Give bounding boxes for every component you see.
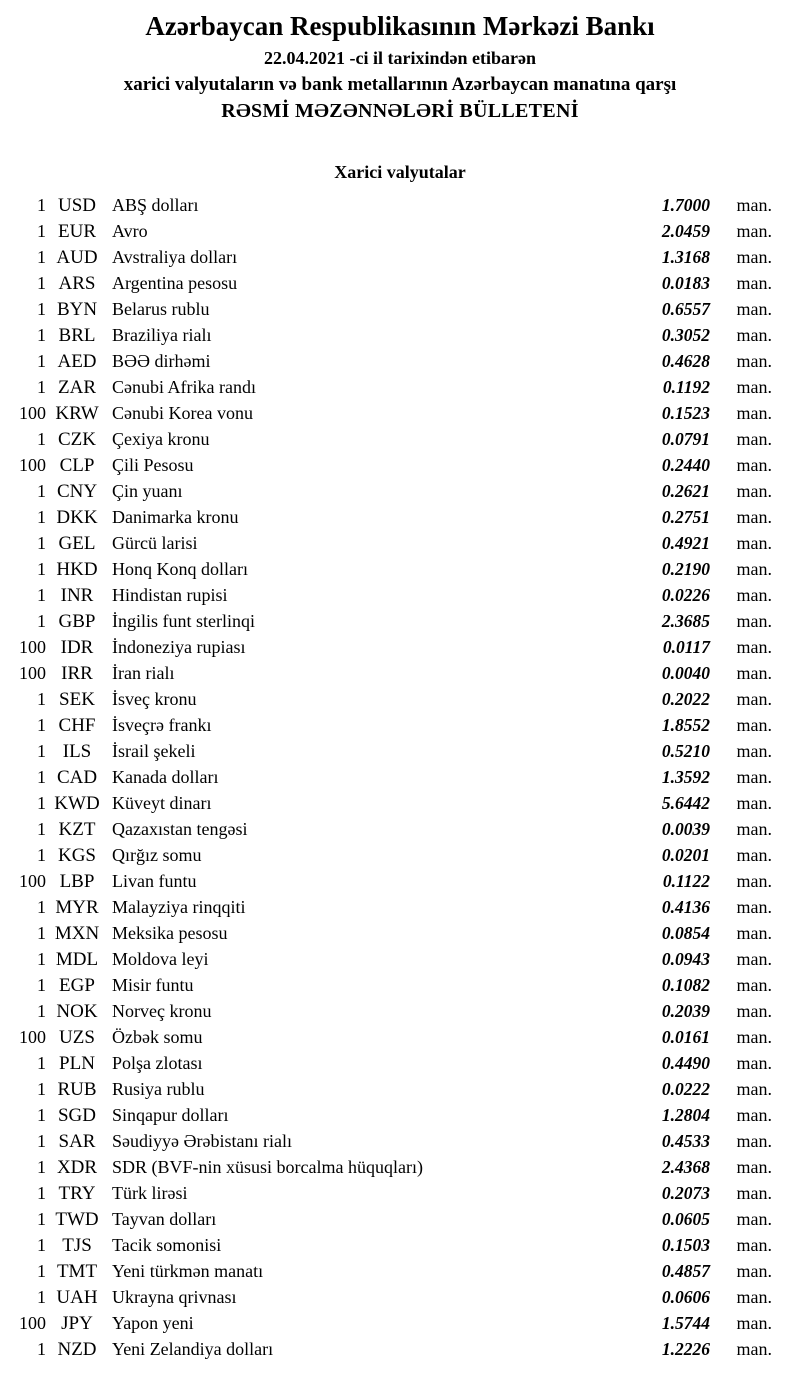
quantity-cell: 1	[37, 1001, 46, 1021]
rate-value-cell: 2.3685	[661, 611, 710, 631]
currency-name-cell: Avstraliya dolları	[112, 247, 238, 267]
currency-name-cell: İndoneziya rupiası	[112, 637, 246, 657]
manat-unit-cell: man.	[736, 247, 772, 267]
currency-name-cell: İngilis funt sterlinqi	[112, 611, 255, 631]
currency-code-cell: PLN	[59, 1053, 95, 1074]
currency-code-cell: SGD	[57, 1105, 96, 1126]
currency-code-cell: IDR	[60, 637, 94, 658]
quantity-cell: 1	[37, 923, 46, 943]
manat-unit-cell: man.	[736, 533, 772, 553]
currency-row	[0, 322, 800, 348]
currency-row	[0, 1102, 800, 1128]
manat-unit-cell: man.	[736, 1001, 772, 1021]
quantity-cell: 1	[37, 585, 46, 605]
currency-code-cell: BRL	[58, 325, 96, 346]
bulletin-title: RƏSMİ MƏZƏNNƏLƏRİ BÜLLETENİ	[221, 100, 579, 122]
rate-value-cell: 0.4628	[661, 351, 710, 371]
manat-unit-cell: man.	[736, 585, 772, 605]
rate-value-cell: 0.6557	[661, 299, 710, 319]
quantity-cell: 1	[37, 767, 46, 787]
rate-value-cell: 0.0161	[661, 1027, 710, 1047]
rate-value-cell: 0.0183	[661, 273, 710, 293]
rate-value-cell: 0.0943	[661, 949, 710, 969]
manat-unit-cell: man.	[736, 195, 772, 215]
currency-name-cell: Gürcü larisi	[112, 533, 198, 553]
currency-code-cell: HKD	[56, 559, 98, 580]
currency-row	[0, 816, 800, 842]
quantity-cell: 100	[19, 637, 46, 657]
quantity-cell: 1	[37, 715, 46, 735]
quantity-cell: 1	[37, 689, 46, 709]
currency-row	[0, 686, 800, 712]
currency-code-cell: SEK	[59, 689, 95, 710]
currency-code-cell: AUD	[56, 247, 98, 268]
quantity-cell: 1	[37, 507, 46, 527]
currency-row	[0, 244, 800, 270]
quantity-cell: 1	[37, 1339, 46, 1359]
quantity-cell: 1	[37, 1183, 46, 1203]
quantity-cell: 100	[19, 663, 46, 683]
currency-row	[0, 790, 800, 816]
currency-code-cell: TWD	[55, 1209, 99, 1230]
manat-unit-cell: man.	[736, 975, 772, 995]
manat-unit-cell: man.	[736, 767, 772, 787]
manat-unit-cell: man.	[736, 1157, 772, 1177]
manat-unit-cell: man.	[736, 1027, 772, 1047]
currency-code-cell: CZK	[58, 429, 96, 450]
manat-unit-cell: man.	[736, 325, 772, 345]
manat-unit-cell: man.	[736, 429, 772, 449]
bank-name-title: Azərbaycan Respublikasının Mərkəzi Bankı	[145, 11, 655, 41]
rate-value-cell: 0.5210	[661, 741, 710, 761]
quantity-cell: 1	[37, 897, 46, 917]
currency-code-cell: TJS	[62, 1235, 92, 1256]
manat-unit-cell: man.	[736, 897, 772, 917]
quantity-cell: 1	[37, 273, 46, 293]
currency-name-cell: Avro	[112, 221, 148, 241]
currency-row	[0, 998, 800, 1024]
rate-value-cell: 0.4490	[661, 1053, 710, 1073]
rate-value-cell: 1.3168	[661, 247, 710, 267]
currency-code-cell: CHF	[58, 715, 96, 736]
currency-code-cell: BYN	[56, 299, 98, 320]
currency-name-cell: Yeni Zelandiya dolları	[112, 1339, 274, 1359]
rate-value-cell: 0.1523	[661, 403, 710, 423]
manat-unit-cell: man.	[736, 455, 772, 475]
currency-code-cell: DKK	[56, 507, 98, 528]
currency-row	[0, 608, 800, 634]
currency-row	[0, 218, 800, 244]
currency-row	[0, 894, 800, 920]
currency-code-cell: TMT	[56, 1261, 98, 1282]
currency-name-cell: Qırğız somu	[112, 845, 202, 865]
manat-unit-cell: man.	[736, 923, 772, 943]
currency-name-cell: İsrail şekeli	[112, 741, 196, 761]
currency-row	[0, 478, 800, 504]
currency-name-cell: Kanada dolları	[112, 767, 219, 787]
rate-value-cell: 0.1122	[662, 871, 710, 891]
manat-unit-cell: man.	[736, 1287, 772, 1307]
currency-row	[0, 738, 800, 764]
currency-name-cell: Türk lirəsi	[112, 1183, 188, 1203]
currency-name-cell: Honq Konq dolları	[112, 559, 248, 579]
rate-value-cell: 0.4533	[661, 1131, 710, 1151]
manat-unit-cell: man.	[736, 1131, 772, 1151]
currency-row	[0, 1336, 800, 1362]
currency-row	[0, 348, 800, 374]
manat-unit-cell: man.	[736, 793, 772, 813]
currency-name-cell: Tayvan dolları	[112, 1209, 217, 1229]
quantity-cell: 1	[37, 351, 46, 371]
currency-name-cell: SDR (BVF-nin xüsusi borcalma hüquqları)	[112, 1157, 423, 1177]
currency-row	[0, 1050, 800, 1076]
currency-row	[0, 660, 800, 686]
manat-unit-cell: man.	[736, 637, 772, 657]
currency-code-cell: EUR	[58, 221, 96, 242]
manat-unit-cell: man.	[736, 299, 772, 319]
currency-name-cell: Çexiya kronu	[112, 429, 210, 449]
currency-row	[0, 504, 800, 530]
manat-unit-cell: man.	[736, 741, 772, 761]
rate-value-cell: 0.4921	[661, 533, 710, 553]
currency-code-cell: ARS	[58, 273, 96, 294]
exchange-rate-table	[0, 192, 800, 1362]
manat-unit-cell: man.	[736, 663, 772, 683]
currency-code-cell: ZAR	[58, 377, 96, 398]
currency-name-cell: Moldova leyi	[112, 949, 209, 969]
rate-value-cell: 0.2190	[661, 559, 710, 579]
currency-row	[0, 1310, 800, 1336]
rate-value-cell: 1.7000	[661, 195, 710, 215]
currency-name-cell: Yeni türkmən manatı	[112, 1261, 264, 1281]
currency-row	[0, 1258, 800, 1284]
currency-row	[0, 1180, 800, 1206]
currency-name-cell: Argentina pesosu	[112, 273, 238, 293]
currency-row	[0, 1232, 800, 1258]
currency-code-cell: MXN	[54, 923, 100, 944]
quantity-cell: 100	[19, 455, 46, 475]
quantity-cell: 100	[19, 1027, 46, 1047]
quantity-cell: 1	[37, 793, 46, 813]
quantity-cell: 1	[37, 1105, 46, 1125]
rate-value-cell: 0.1082	[661, 975, 710, 995]
rate-value-cell: 2.4368	[661, 1157, 710, 1177]
rate-value-cell: 0.2751	[661, 507, 710, 527]
currency-name-cell: Hindistan rupisi	[112, 585, 228, 605]
currency-row	[0, 192, 800, 218]
currency-name-cell: Danimarka kronu	[112, 507, 239, 527]
currency-name-cell: İsveçrə frankı	[112, 715, 212, 735]
manat-unit-cell: man.	[736, 949, 772, 969]
quantity-cell: 1	[37, 1053, 46, 1073]
currency-row	[0, 530, 800, 556]
quantity-cell: 1	[37, 221, 46, 241]
currency-name-cell: Çili Pesosu	[112, 455, 194, 475]
currency-code-cell: INR	[60, 585, 94, 606]
rate-value-cell: 2.0459	[661, 221, 710, 241]
section-title-foreign-currencies: Xarici valyutalar	[334, 162, 466, 182]
currency-name-cell: Norveç kronu	[112, 1001, 212, 1021]
quantity-cell: 1	[37, 247, 46, 267]
currency-code-cell: CLP	[59, 455, 95, 476]
rate-value-cell: 0.1503	[661, 1235, 710, 1255]
currency-code-cell: NZD	[57, 1339, 97, 1360]
quantity-cell: 100	[19, 1313, 46, 1333]
currency-code-cell: EGP	[59, 975, 95, 996]
currency-code-cell: GBP	[58, 611, 96, 632]
quantity-cell: 1	[37, 845, 46, 865]
currency-code-cell: KRW	[55, 403, 99, 424]
rate-value-cell: 1.2226	[661, 1339, 710, 1359]
currency-code-cell: KGS	[57, 845, 96, 866]
currency-code-cell: MDL	[55, 949, 99, 970]
currency-row	[0, 946, 800, 972]
currency-name-cell: Yapon yeni	[112, 1313, 194, 1333]
currency-code-cell: TRY	[58, 1183, 96, 1204]
quantity-cell: 1	[37, 975, 46, 995]
currency-code-cell: CNY	[56, 481, 98, 502]
currency-name-cell: Özbək somu	[112, 1027, 203, 1047]
quantity-cell: 100	[19, 403, 46, 423]
currency-row	[0, 1076, 800, 1102]
quantity-cell: 1	[37, 1287, 46, 1307]
rate-value-cell: 5.6442	[661, 793, 710, 813]
manat-unit-cell: man.	[736, 845, 772, 865]
currency-name-cell: Cənubi Afrika randı	[112, 377, 256, 397]
currency-code-cell: USD	[57, 195, 96, 216]
currency-row	[0, 452, 800, 478]
currency-row	[0, 1284, 800, 1310]
rate-value-cell: 0.0606	[661, 1287, 710, 1307]
rate-value-cell: 0.0039	[661, 819, 710, 839]
rate-value-cell: 1.5744	[661, 1313, 710, 1333]
currency-code-cell: JPY	[61, 1313, 93, 1334]
quantity-cell: 1	[37, 819, 46, 839]
manat-unit-cell: man.	[736, 715, 772, 735]
currency-code-cell: UZS	[59, 1027, 95, 1048]
currency-row	[0, 400, 800, 426]
currency-row	[0, 556, 800, 582]
rate-value-cell: 0.0117	[662, 637, 710, 657]
currency-name-cell: Meksika pesosu	[112, 923, 228, 943]
manat-unit-cell: man.	[736, 689, 772, 709]
currency-code-cell: AED	[57, 351, 97, 372]
currency-name-cell: Malayziya rinqqiti	[112, 897, 246, 917]
quantity-cell: 1	[37, 1235, 46, 1255]
manat-unit-cell: man.	[736, 1053, 772, 1073]
currency-row	[0, 634, 800, 660]
currency-name-cell: Braziliya rialı	[112, 325, 212, 345]
manat-unit-cell: man.	[736, 377, 772, 397]
rate-value-cell: 0.0226	[661, 585, 710, 605]
manat-unit-cell: man.	[736, 819, 772, 839]
currency-name-cell: Səudiyyə Ərəbistanı rialı	[112, 1131, 292, 1151]
manat-unit-cell: man.	[736, 1079, 772, 1099]
rate-value-cell: 0.1192	[662, 377, 710, 397]
currency-row	[0, 920, 800, 946]
rate-value-cell: 0.0791	[661, 429, 710, 449]
currency-name-cell: Tacik somonisi	[112, 1235, 222, 1255]
currency-code-cell: ILS	[62, 741, 92, 762]
quantity-cell: 1	[37, 325, 46, 345]
rate-value-cell: 0.2039	[661, 1001, 710, 1021]
effective-date-line: 22.04.2021 -ci il tarixindən etibarən	[264, 48, 536, 68]
manat-unit-cell: man.	[736, 481, 772, 501]
currency-name-cell: Misir funtu	[112, 975, 194, 995]
manat-unit-cell: man.	[736, 559, 772, 579]
currency-row	[0, 764, 800, 790]
quantity-cell: 1	[37, 377, 46, 397]
currency-code-cell: KWD	[54, 793, 100, 814]
currency-name-cell: Cənubi Korea vonu	[112, 403, 253, 423]
quantity-cell: 1	[37, 481, 46, 501]
currency-name-cell: Sinqapur dolları	[112, 1105, 229, 1125]
currency-name-cell: Çin yuanı	[112, 481, 183, 501]
rate-value-cell: 1.2804	[661, 1105, 710, 1125]
manat-unit-cell: man.	[736, 611, 772, 631]
rate-value-cell: 0.0605	[661, 1209, 710, 1229]
rate-value-cell: 0.0040	[661, 663, 710, 683]
currency-row	[0, 842, 800, 868]
currency-code-cell: KZT	[58, 819, 96, 840]
quantity-cell: 1	[37, 611, 46, 631]
quantity-cell: 1	[37, 195, 46, 215]
currency-name-cell: ABŞ dolları	[112, 195, 199, 215]
currency-row	[0, 374, 800, 400]
quantity-cell: 1	[37, 949, 46, 969]
currency-code-cell: XDR	[56, 1157, 98, 1178]
currency-code-cell: IRR	[61, 663, 93, 684]
manat-unit-cell: man.	[736, 1105, 772, 1125]
manat-unit-cell: man.	[736, 273, 772, 293]
quantity-cell: 1	[37, 741, 46, 761]
manat-unit-cell: man.	[736, 1235, 772, 1255]
currency-name-cell: Küveyt dinarı	[112, 793, 212, 813]
rate-value-cell: 0.4857	[661, 1261, 710, 1281]
quantity-cell: 1	[37, 1131, 46, 1151]
currency-row	[0, 270, 800, 296]
rate-value-cell: 0.3052	[661, 325, 710, 345]
currency-name-cell: Rusiya rublu	[112, 1079, 205, 1099]
rate-value-cell: 0.0201	[661, 845, 710, 865]
currency-row	[0, 296, 800, 322]
currency-name-cell: Qazaxıstan tengəsi	[112, 819, 248, 839]
currency-code-cell: LBP	[59, 871, 95, 892]
rate-value-cell: 0.2440	[661, 455, 710, 475]
bulletin-subject-line: xarici valyutaların və bank metallarının Azərbaycan manatına qarşı	[123, 74, 677, 95]
quantity-cell: 1	[37, 299, 46, 319]
quantity-cell: 1	[37, 1157, 46, 1177]
currency-row	[0, 868, 800, 894]
manat-unit-cell: man.	[736, 403, 772, 423]
rate-value-cell: 0.2022	[661, 689, 710, 709]
currency-name-cell: İran rialı	[112, 663, 175, 683]
quantity-cell: 1	[37, 1261, 46, 1281]
quantity-cell: 100	[19, 871, 46, 891]
currency-row	[0, 1154, 800, 1180]
currency-code-cell: NOK	[56, 1001, 98, 1022]
manat-unit-cell: man.	[736, 1261, 772, 1281]
currency-name-cell: Belarus rublu	[112, 299, 210, 319]
quantity-cell: 1	[37, 533, 46, 553]
currency-name-cell: İsveç kronu	[112, 689, 197, 709]
currency-row	[0, 426, 800, 452]
manat-unit-cell: man.	[736, 1313, 772, 1333]
currency-row	[0, 1024, 800, 1050]
manat-unit-cell: man.	[736, 507, 772, 527]
currency-row	[0, 1128, 800, 1154]
currency-row	[0, 1206, 800, 1232]
currency-row	[0, 582, 800, 608]
currency-name-cell: Ukrayna qrivnası	[112, 1287, 237, 1307]
currency-code-cell: CAD	[56, 767, 98, 788]
manat-unit-cell: man.	[736, 1339, 772, 1359]
currency-code-cell: RUB	[57, 1079, 97, 1100]
quantity-cell: 1	[37, 1209, 46, 1229]
rate-value-cell: 0.0854	[661, 923, 710, 943]
rate-value-cell: 0.4136	[661, 897, 710, 917]
currency-code-cell: GEL	[58, 533, 96, 554]
currency-code-cell: UAH	[56, 1287, 98, 1308]
rate-value-cell: 1.3592	[661, 767, 710, 787]
rate-value-cell: 0.2073	[661, 1183, 710, 1203]
currency-name-cell: Polşa zlotası	[112, 1053, 203, 1073]
currency-name-cell: BƏƏ dirhəmi	[112, 351, 211, 371]
rate-value-cell: 0.0222	[661, 1079, 710, 1099]
quantity-cell: 1	[37, 429, 46, 449]
manat-unit-cell: man.	[736, 351, 772, 371]
currency-row	[0, 972, 800, 998]
rate-value-cell: 1.8552	[661, 715, 710, 735]
quantity-cell: 1	[37, 1079, 46, 1099]
manat-unit-cell: man.	[736, 871, 772, 891]
manat-unit-cell: man.	[736, 1183, 772, 1203]
currency-code-cell: MYR	[55, 897, 99, 918]
currency-row	[0, 712, 800, 738]
currency-code-cell: SAR	[58, 1131, 96, 1152]
manat-unit-cell: man.	[736, 221, 772, 241]
currency-name-cell: Livan funtu	[112, 871, 197, 891]
rate-value-cell: 0.2621	[661, 481, 710, 501]
manat-unit-cell: man.	[736, 1209, 772, 1229]
quantity-cell: 1	[37, 559, 46, 579]
